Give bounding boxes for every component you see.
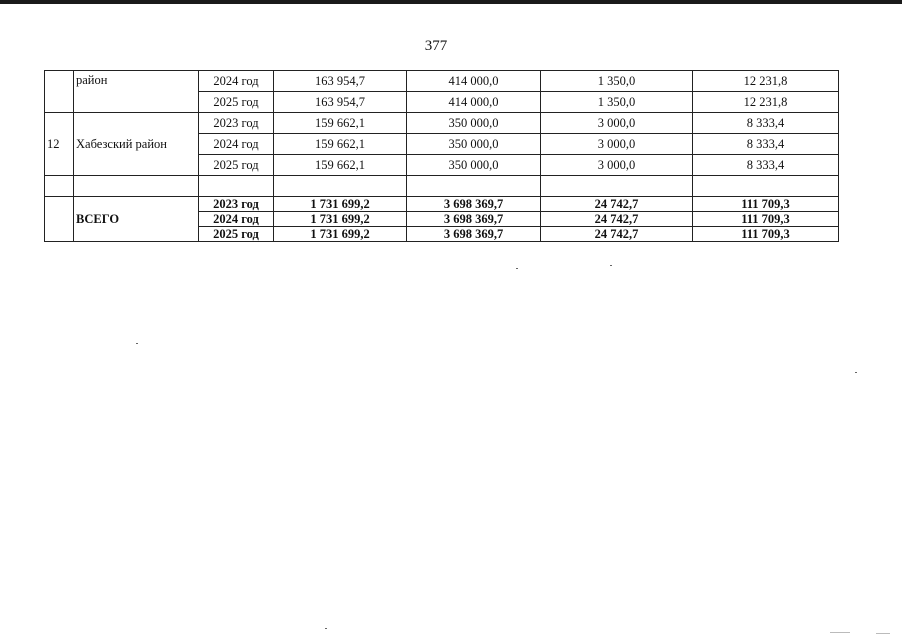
- empty-cell: [274, 176, 407, 197]
- value-cell: 159 662,1: [274, 134, 407, 155]
- top-border-line: [0, 0, 902, 4]
- value-cell: 159 662,1: [274, 155, 407, 176]
- value-cell: 12 231,8: [693, 92, 839, 113]
- year-cell: 2025 год: [199, 227, 274, 242]
- value-cell: 159 662,1: [274, 113, 407, 134]
- empty-cell: [693, 176, 839, 197]
- total-value-cell: 24 742,7: [541, 212, 693, 227]
- total-index-cell: [45, 197, 74, 242]
- total-value-cell: 1 731 699,2: [274, 227, 407, 242]
- scan-speck: [136, 343, 138, 344]
- page-number: 377: [424, 38, 448, 54]
- empty-cell: [199, 176, 274, 197]
- scan-speck: [516, 268, 518, 269]
- budget-table: [44, 70, 839, 242]
- value-cell: 163 954,7: [274, 71, 407, 92]
- value-cell: 3 000,0: [541, 155, 693, 176]
- value-cell: 12 231,8: [693, 71, 839, 92]
- value-cell: 350 000,0: [407, 113, 541, 134]
- value-cell: 8 333,4: [693, 155, 839, 176]
- total-value-cell: 3 698 369,7: [407, 212, 541, 227]
- year-cell: 2024 год: [199, 71, 274, 92]
- total-value-cell: 111 709,3: [693, 212, 839, 227]
- row-index-cell: [45, 71, 74, 113]
- table-row: [45, 113, 839, 134]
- scan-speck: [855, 372, 857, 373]
- year-cell: 2024 год: [199, 212, 274, 227]
- value-cell: 1 350,0: [541, 71, 693, 92]
- value-cell: 414 000,0: [407, 71, 541, 92]
- value-cell: 8 333,4: [693, 134, 839, 155]
- year-cell: 2024 год: [199, 134, 274, 155]
- value-cell: 350 000,0: [407, 134, 541, 155]
- total-row: [45, 197, 839, 212]
- total-value-cell: 111 709,3: [693, 197, 839, 212]
- total-value-cell: 3 698 369,7: [407, 227, 541, 242]
- empty-cell: [541, 176, 693, 197]
- year-cell: 2023 год: [199, 113, 274, 134]
- total-value-cell: 24 742,7: [541, 197, 693, 212]
- value-cell: 3 000,0: [541, 134, 693, 155]
- value-cell: 163 954,7: [274, 92, 407, 113]
- value-cell: 350 000,0: [407, 155, 541, 176]
- scan-speck: [876, 633, 890, 634]
- value-cell: 3 000,0: [541, 113, 693, 134]
- total-value-cell: 3 698 369,7: [407, 197, 541, 212]
- empty-cell: [407, 176, 541, 197]
- district-name-cell: район: [74, 71, 199, 113]
- total-value-cell: 1 731 699,2: [274, 212, 407, 227]
- empty-row: [45, 176, 839, 197]
- empty-cell: [45, 176, 74, 197]
- value-cell: 8 333,4: [693, 113, 839, 134]
- row-index-cell: 12: [45, 113, 74, 176]
- value-cell: 1 350,0: [541, 92, 693, 113]
- total-value-cell: 1 731 699,2: [274, 197, 407, 212]
- year-cell: 2025 год: [199, 92, 274, 113]
- value-cell: 414 000,0: [407, 92, 541, 113]
- year-cell: 2023 год: [199, 197, 274, 212]
- total-value-cell: 24 742,7: [541, 227, 693, 242]
- scan-speck: [610, 265, 612, 266]
- district-name-cell: Хабезский район: [74, 113, 199, 176]
- year-cell: 2025 год: [199, 155, 274, 176]
- table-row: [45, 71, 839, 92]
- total-label-cell: ВСЕГО: [74, 197, 199, 242]
- scan-speck: [325, 628, 327, 629]
- scan-speck: [830, 632, 850, 633]
- total-value-cell: 111 709,3: [693, 227, 839, 242]
- empty-cell: [74, 176, 199, 197]
